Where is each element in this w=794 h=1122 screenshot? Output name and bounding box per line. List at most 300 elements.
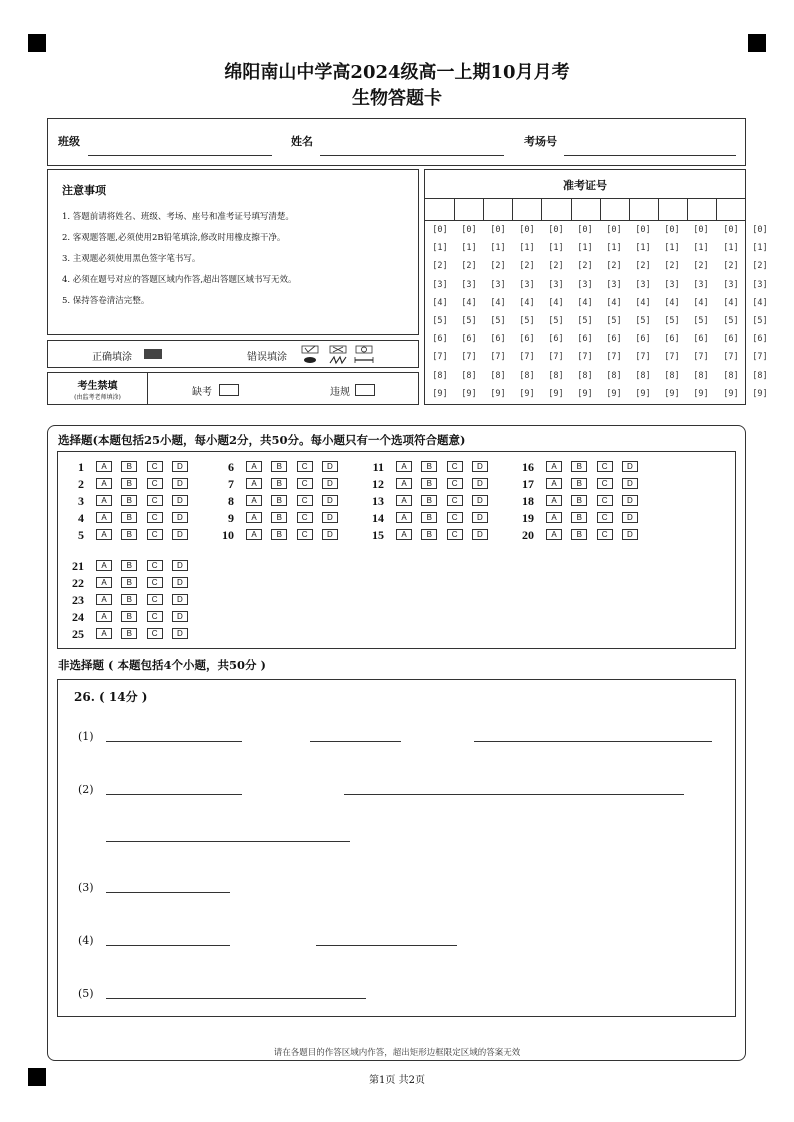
option-bubble-b[interactable]: B	[421, 512, 437, 523]
exam-id-digit-bubble[interactable]: [3]	[461, 279, 477, 290]
exam-id-digit-bubble[interactable]: [5]	[577, 316, 593, 326]
option-bubble-a[interactable]: A	[396, 495, 412, 506]
option-bubble-c[interactable]: C	[447, 478, 463, 489]
option-bubble-d[interactable]: D	[172, 560, 188, 571]
option-bubble-a[interactable]: A	[396, 512, 412, 523]
notice-item: 3. 主观题必须使用黑色签字笔书写。	[62, 254, 201, 264]
exam-id-digit-bubble[interactable]: [2]	[461, 261, 477, 272]
forbidden-box	[47, 372, 419, 405]
page-title: 绵阳南山中学高2024级高一上期10月月考	[224, 62, 570, 83]
option-bubble-c[interactable]: C	[597, 495, 613, 506]
exam-id-digit-bubble[interactable]: [8]	[635, 370, 651, 381]
exam-id-digit-bubble[interactable]: [7]	[577, 352, 593, 363]
exam-id-digit-bubble[interactable]: [3]	[752, 279, 768, 290]
notice-item: 2. 客观题答题,必须使用2B铅笔填涂,修改时用橡皮擦干净。	[62, 233, 286, 243]
option-bubble-b[interactable]: B	[571, 461, 587, 472]
exam-id-digit-bubble[interactable]: [8]	[693, 370, 709, 381]
question-number: 24	[72, 610, 84, 625]
option-bubble-a[interactable]: A	[96, 628, 112, 639]
exam-id-digit-bubble[interactable]: [6]	[606, 334, 622, 345]
exam-id-digit-bubble[interactable]: [7]	[752, 352, 768, 363]
exam-id-digit-bubble[interactable]: [4]	[693, 297, 709, 308]
exam-id-digit-bubble[interactable]: [7]	[461, 352, 477, 363]
exam-id-digit-bubble[interactable]: [4]	[461, 297, 477, 308]
option-bubble-d[interactable]: D	[172, 611, 188, 622]
exam-id-column-divider	[745, 198, 746, 220]
option-bubble-b[interactable]: B	[271, 512, 287, 523]
name-label: 姓名	[291, 135, 313, 148]
exam-id-digit-bubble[interactable]: [7]	[635, 352, 651, 363]
exam-id-digit-bubble[interactable]: [0]	[577, 225, 593, 235]
exam-id-digit-bubble[interactable]: [5]	[723, 316, 739, 326]
wrong-fill-icons	[300, 344, 380, 366]
option-bubble-a[interactable]: A	[246, 495, 262, 506]
exam-id-write-row-divider	[425, 220, 745, 221]
option-bubble-c[interactable]: C	[147, 611, 163, 622]
option-bubble-a[interactable]: A	[96, 529, 112, 540]
exam-id-digit-bubble[interactable]: [2]	[664, 261, 680, 272]
choice-box	[57, 451, 736, 649]
option-bubble-b[interactable]: B	[121, 495, 137, 506]
exam-id-digit-bubble[interactable]: [8]	[723, 370, 739, 381]
option-bubble-c[interactable]: C	[597, 461, 613, 472]
option-bubble-c[interactable]: C	[147, 478, 163, 489]
option-bubble-a[interactable]: A	[396, 478, 412, 489]
option-bubble-b[interactable]: B	[571, 495, 587, 506]
exam-id-digit-bubble[interactable]: [4]	[490, 297, 506, 308]
exam-id-digit-bubble[interactable]: [4]	[548, 297, 564, 308]
option-bubble-d[interactable]: D	[622, 495, 638, 506]
absent-label: 缺考	[192, 387, 212, 398]
option-bubble-d[interactable]: D	[472, 461, 488, 472]
question-number: 12	[372, 477, 384, 492]
option-bubble-c[interactable]: C	[447, 529, 463, 540]
option-bubble-a[interactable]: A	[246, 478, 262, 489]
question-number: 25	[72, 627, 84, 642]
page-number: 第1页 共2页	[369, 1075, 425, 1086]
corner-mark-top-right	[748, 34, 766, 52]
question-number: 6	[228, 460, 234, 474]
exam-id-digit-bubble[interactable]: [2]	[606, 261, 622, 272]
option-bubble-a[interactable]: A	[96, 611, 112, 622]
exam-id-digit-bubble[interactable]: [3]	[664, 279, 680, 290]
exam-id-digit-bubble[interactable]: [9]	[461, 388, 477, 399]
correct-fill-label: 正确填涂	[92, 352, 132, 363]
question-number: 10	[222, 528, 234, 543]
option-bubble-d[interactable]: D	[172, 628, 188, 639]
exam-id-digit-bubble[interactable]: [8]	[519, 370, 535, 381]
option-bubble-a[interactable]: A	[546, 512, 562, 523]
option-bubble-d[interactable]: D	[472, 495, 488, 506]
exam-id-digit-bubble[interactable]: [1]	[490, 243, 506, 254]
option-bubble-d[interactable]: D	[172, 594, 188, 605]
question-number: 4	[78, 511, 84, 526]
exam-id-digit-bubble[interactable]: [2]	[577, 261, 593, 272]
option-bubble-c[interactable]: C	[147, 594, 163, 605]
exam-id-digit-bubble[interactable]: [9]	[432, 388, 448, 399]
exam-id-digit-bubble[interactable]: [2]	[519, 261, 535, 272]
exam-id-digit-bubble[interactable]: [4]	[606, 297, 622, 308]
option-bubble-c[interactable]: C	[147, 577, 163, 588]
exam-id-digit-bubble[interactable]: [7]	[606, 352, 622, 363]
option-bubble-b[interactable]: B	[421, 495, 437, 506]
option-bubble-c[interactable]: C	[447, 461, 463, 472]
exam-id-digit-bubble[interactable]: [0]	[606, 225, 622, 235]
exam-id-digit-bubble[interactable]: [5]	[606, 316, 622, 326]
exam-id-digit-bubble[interactable]: [4]	[577, 297, 593, 308]
exam-id-digit-bubble[interactable]: [6]	[577, 334, 593, 345]
class-label: 班级	[58, 135, 80, 148]
option-bubble-a[interactable]: A	[246, 461, 262, 472]
exam-id-digit-bubble[interactable]: [3]	[723, 279, 739, 290]
exam-id-box	[424, 169, 768, 405]
option-bubble-d[interactable]: D	[172, 529, 188, 540]
q26-box	[57, 679, 736, 1017]
option-bubble-b[interactable]: B	[121, 529, 137, 540]
exam-id-digit-bubble[interactable]: [4]	[752, 297, 768, 308]
q26-part-2-answer-line[interactable]	[106, 794, 242, 795]
option-bubble-b[interactable]: B	[121, 478, 137, 489]
option-bubble-d[interactable]: D	[322, 461, 338, 472]
exam-id-digit-bubble[interactable]: [0]	[461, 225, 477, 235]
exam-id-digit-bubble[interactable]: [5]	[490, 316, 506, 326]
exam-id-digit-bubble[interactable]: [6]	[752, 334, 768, 345]
option-bubble-b[interactable]: B	[121, 461, 137, 472]
q26-part-4-answer-line[interactable]	[106, 945, 230, 946]
option-bubble-d[interactable]: D	[172, 495, 188, 506]
exam-id-digit-bubble[interactable]: [9]	[606, 388, 622, 399]
exam-id-digit-bubble[interactable]: [5]	[461, 316, 477, 326]
nonchoice-header: 非选择题 ( 本题包括4个小题，共50分 )	[58, 658, 266, 672]
option-bubble-d[interactable]: D	[322, 478, 338, 489]
exam-id-digit-bubble[interactable]: [3]	[606, 279, 622, 290]
question-number: 9	[228, 511, 234, 526]
option-bubble-b[interactable]: B	[121, 628, 137, 639]
violation-checkbox[interactable]	[355, 384, 375, 396]
exam-id-digit-bubble[interactable]: [6]	[664, 334, 680, 345]
exam-id-digit-bubble[interactable]: [1]	[635, 243, 651, 254]
room-label: 考场号	[524, 135, 557, 148]
q26-part-3-answer-line[interactable]	[106, 892, 230, 893]
exam-id-digit-bubble[interactable]: [8]	[490, 370, 506, 381]
exam-id-digit-bubble[interactable]: [5]	[664, 316, 680, 326]
class-field[interactable]	[88, 155, 272, 156]
notice-box	[47, 169, 419, 335]
option-bubble-d[interactable]: D	[622, 461, 638, 472]
q26-part-1-label: (1)	[78, 730, 94, 743]
exam-id-digit-bubble[interactable]: [8]	[548, 370, 564, 381]
q26-part-2-label: (2)	[78, 783, 94, 796]
option-bubble-a[interactable]: A	[546, 495, 562, 506]
exam-id-digit-bubble[interactable]: [2]	[752, 261, 768, 272]
option-bubble-b[interactable]: B	[571, 512, 587, 523]
option-bubble-b[interactable]: B	[421, 478, 437, 489]
option-bubble-c[interactable]: C	[447, 495, 463, 506]
option-bubble-b[interactable]: B	[121, 577, 137, 588]
exam-id-digit-bubble[interactable]: [2]	[432, 261, 448, 272]
exam-id-digit-bubble[interactable]: [9]	[635, 388, 651, 399]
q26-part-5-label: (5)	[78, 987, 94, 1000]
question-number: 2	[78, 477, 84, 492]
exam-id-column-divider	[658, 198, 659, 220]
option-bubble-d[interactable]: D	[172, 461, 188, 472]
option-bubble-a[interactable]: A	[96, 461, 112, 472]
exam-id-column-divider	[687, 198, 688, 220]
forbidden-title: 考生禁填	[77, 381, 118, 392]
exam-id-digit-bubble[interactable]: [0]	[752, 225, 768, 235]
option-bubble-c[interactable]: C	[297, 529, 313, 540]
option-bubble-c[interactable]: C	[147, 529, 163, 540]
exam-id-column-divider	[629, 198, 630, 220]
option-bubble-b[interactable]: B	[271, 478, 287, 489]
exam-id-digit-bubble[interactable]: [8]	[461, 370, 477, 381]
exam-id-digit-bubble[interactable]: [9]	[548, 388, 564, 399]
exam-id-digit-bubble[interactable]: [0]	[693, 225, 709, 235]
exam-id-digit-bubble[interactable]: [0]	[519, 225, 535, 235]
exam-id-digit-bubble[interactable]: [8]	[752, 370, 768, 381]
q26-part-5-answer-line[interactable]	[106, 998, 366, 999]
question-number: 11	[372, 460, 384, 474]
option-bubble-b[interactable]: B	[121, 611, 137, 622]
exam-id-digit-bubble[interactable]: [6]	[461, 334, 477, 345]
option-bubble-d[interactable]: D	[322, 512, 338, 523]
option-bubble-c[interactable]: C	[297, 461, 313, 472]
exam-id-digit-bubble[interactable]: [0]	[664, 225, 680, 235]
option-bubble-d[interactable]: D	[622, 478, 638, 489]
name-field[interactable]	[320, 155, 504, 156]
q26-title: 26. ( 14分 )	[74, 690, 148, 704]
question-number: 1	[78, 460, 84, 474]
question-number: 7	[228, 477, 234, 492]
question-number: 8	[228, 494, 234, 509]
option-bubble-b[interactable]: B	[571, 478, 587, 489]
exam-id-digit-bubble[interactable]: [5]	[635, 316, 651, 326]
option-bubble-b[interactable]: B	[121, 560, 137, 571]
question-number: 13	[372, 494, 384, 509]
exam-id-digit-bubble[interactable]: [4]	[432, 297, 448, 308]
question-number: 18	[522, 494, 534, 509]
question-number: 22	[72, 576, 84, 591]
option-bubble-a[interactable]: A	[546, 529, 562, 540]
option-bubble-a[interactable]: A	[396, 461, 412, 472]
exam-id-digit-bubble[interactable]: [7]	[519, 352, 535, 363]
exam-id-title-divider	[425, 198, 745, 199]
option-bubble-a[interactable]: A	[246, 512, 262, 523]
option-bubble-d[interactable]: D	[472, 512, 488, 523]
option-bubble-b[interactable]: B	[271, 529, 287, 540]
exam-id-column-divider	[600, 198, 601, 220]
option-bubble-b[interactable]: B	[421, 461, 437, 472]
option-bubble-b[interactable]: B	[121, 512, 137, 523]
option-bubble-d[interactable]: D	[622, 512, 638, 523]
exam-id-digit-bubble[interactable]: [1]	[461, 243, 477, 254]
exam-id-digit-bubble[interactable]: [6]	[548, 334, 564, 345]
exam-id-digit-bubble[interactable]: [6]	[490, 334, 506, 345]
exam-id-digit-bubble[interactable]: [2]	[548, 261, 564, 272]
exam-id-digit-bubble[interactable]: [6]	[635, 334, 651, 345]
exam-id-digit-bubble[interactable]: [3]	[577, 279, 593, 290]
q26-part-1-answer-line[interactable]	[310, 741, 401, 742]
option-bubble-c[interactable]: C	[147, 628, 163, 639]
option-bubble-d[interactable]: D	[322, 529, 338, 540]
option-bubble-b[interactable]: B	[121, 594, 137, 605]
exam-id-digit-bubble[interactable]: [1]	[606, 243, 622, 254]
option-bubble-c[interactable]: C	[597, 512, 613, 523]
exam-id-digit-bubble[interactable]: [9]	[519, 388, 535, 399]
exam-id-digit-bubble[interactable]: [7]	[664, 352, 680, 363]
exam-id-digit-bubble[interactable]: [1]	[519, 243, 535, 254]
exam-id-digit-bubble[interactable]: [3]	[635, 279, 651, 290]
option-bubble-c[interactable]: C	[447, 512, 463, 523]
exam-id-digit-bubble[interactable]: [2]	[723, 261, 739, 272]
exam-id-digit-bubble[interactable]: [5]	[752, 316, 768, 326]
exam-id-digit-bubble[interactable]: [5]	[548, 316, 564, 326]
exam-id-digit-bubble[interactable]: [3]	[490, 279, 506, 290]
exam-id-digit-bubble[interactable]: [6]	[723, 334, 739, 345]
option-bubble-c[interactable]: C	[147, 495, 163, 506]
exam-id-column-divider	[571, 198, 572, 220]
q26-part-1-answer-line[interactable]	[474, 741, 712, 742]
q26-part-2-answer-line[interactable]	[344, 794, 684, 795]
exam-id-digit-bubble[interactable]: [1]	[548, 243, 564, 254]
exam-id-digit-bubble[interactable]: [1]	[752, 243, 768, 254]
q26-part-4-label: (4)	[78, 934, 94, 947]
exam-id-digit-bubble[interactable]: [0]	[548, 225, 564, 235]
exam-id-digit-bubble[interactable]: [6]	[519, 334, 535, 345]
exam-id-digit-bubble[interactable]: [1]	[723, 243, 739, 254]
option-bubble-b[interactable]: B	[421, 529, 437, 540]
exam-id-digit-bubble[interactable]: [4]	[635, 297, 651, 308]
question-number: 14	[372, 511, 384, 526]
notice-item: 5. 保持答卷清洁完整。	[62, 296, 150, 306]
q26-part-1-answer-line[interactable]	[106, 741, 242, 742]
exam-id-digit-bubble[interactable]: [3]	[693, 279, 709, 290]
exam-id-digit-bubble[interactable]: [4]	[519, 297, 535, 308]
exam-id-digit-bubble[interactable]: [8]	[664, 370, 680, 381]
exam-id-column-divider	[716, 198, 717, 220]
exam-id-digit-bubble[interactable]: [4]	[664, 297, 680, 308]
option-bubble-a[interactable]: A	[96, 560, 112, 571]
exam-id-digit-bubble[interactable]: [1]	[664, 243, 680, 254]
option-bubble-c[interactable]: C	[297, 478, 313, 489]
exam-id-digit-bubble[interactable]: [9]	[664, 388, 680, 399]
option-bubble-b[interactable]: B	[271, 495, 287, 506]
wrong-fill-label: 错误填涂	[247, 352, 287, 363]
option-bubble-a[interactable]: A	[96, 512, 112, 523]
exam-id-digit-bubble[interactable]: [7]	[432, 352, 448, 363]
option-bubble-a[interactable]: A	[546, 478, 562, 489]
exam-id-column-divider	[541, 198, 542, 220]
exam-id-digit-bubble[interactable]: [9]	[723, 388, 739, 399]
question-number: 5	[78, 528, 84, 543]
exam-id-digit-bubble[interactable]: [7]	[723, 352, 739, 363]
question-number: 23	[72, 593, 84, 608]
exam-id-title: 准考证号	[563, 179, 607, 192]
room-field[interactable]	[564, 155, 736, 156]
option-bubble-b[interactable]: B	[571, 529, 587, 540]
option-bubble-b[interactable]: B	[271, 461, 287, 472]
q26-part-4-answer-line[interactable]	[316, 945, 457, 946]
exam-id-digit-bubble[interactable]: [9]	[693, 388, 709, 399]
page-subtitle: 生物答题卡	[352, 88, 442, 109]
exam-id-digit-bubble[interactable]: [0]	[635, 225, 651, 235]
exam-id-digit-bubble[interactable]: [3]	[548, 279, 564, 290]
exam-id-digit-bubble[interactable]: [2]	[693, 261, 709, 272]
option-bubble-c[interactable]: C	[147, 461, 163, 472]
exam-id-digit-bubble[interactable]: [5]	[432, 316, 448, 326]
option-bubble-d[interactable]: D	[172, 478, 188, 489]
option-bubble-c[interactable]: C	[297, 512, 313, 523]
option-bubble-a[interactable]: A	[96, 478, 112, 489]
question-number: 21	[72, 559, 84, 573]
exam-id-column-divider	[454, 198, 455, 220]
exam-id-digit-bubble[interactable]: [9]	[490, 388, 506, 399]
option-bubble-d[interactable]: D	[322, 495, 338, 506]
exam-id-digit-bubble[interactable]: [3]	[432, 279, 448, 290]
exam-id-digit-bubble[interactable]: [0]	[723, 225, 739, 235]
forbidden-divider	[147, 373, 148, 404]
exam-id-digit-bubble[interactable]: [0]	[490, 225, 506, 235]
exam-id-digit-bubble[interactable]: [9]	[752, 388, 768, 399]
option-bubble-a[interactable]: A	[546, 461, 562, 472]
option-bubble-d[interactable]: D	[622, 529, 638, 540]
option-bubble-c[interactable]: C	[597, 529, 613, 540]
fill-example-box	[47, 340, 419, 368]
forbidden-note: (由监考老师填涂)	[74, 394, 121, 401]
exam-id-digit-bubble[interactable]: [0]	[432, 225, 448, 235]
exam-id-digit-bubble[interactable]: [1]	[577, 243, 593, 254]
exam-id-digit-bubble[interactable]: [1]	[693, 243, 709, 254]
q26-part-2-answer-line[interactable]	[106, 841, 350, 842]
option-bubble-c[interactable]: C	[597, 478, 613, 489]
exam-id-digit-bubble[interactable]: [2]	[635, 261, 651, 272]
exam-id-digit-bubble[interactable]: [6]	[693, 334, 709, 345]
option-bubble-a[interactable]: A	[96, 594, 112, 605]
option-bubble-d[interactable]: D	[172, 577, 188, 588]
correct-fill-swatch	[144, 349, 162, 359]
option-bubble-a[interactable]: A	[246, 529, 262, 540]
exam-id-digit-bubble[interactable]: [7]	[490, 352, 506, 363]
absent-checkbox[interactable]	[219, 384, 239, 396]
exam-id-digit-bubble[interactable]: [5]	[519, 316, 535, 326]
exam-id-digit-bubble[interactable]: [6]	[432, 334, 448, 345]
exam-id-digit-bubble[interactable]: [8]	[606, 370, 622, 381]
exam-id-digit-bubble[interactable]: [2]	[490, 261, 506, 272]
question-number: 17	[522, 477, 534, 492]
option-bubble-a[interactable]: A	[396, 529, 412, 540]
exam-id-digit-bubble[interactable]: [9]	[577, 388, 593, 399]
exam-id-digit-bubble[interactable]: [5]	[693, 316, 709, 326]
option-bubble-d[interactable]: D	[172, 512, 188, 523]
exam-id-digit-bubble[interactable]: [3]	[519, 279, 535, 290]
option-bubble-a[interactable]: A	[96, 577, 112, 588]
exam-id-digit-bubble[interactable]: [8]	[432, 370, 448, 381]
option-bubble-a[interactable]: A	[96, 495, 112, 506]
option-bubble-c[interactable]: C	[147, 560, 163, 571]
option-bubble-c[interactable]: C	[297, 495, 313, 506]
option-bubble-d[interactable]: D	[472, 529, 488, 540]
exam-id-digit-bubble[interactable]: [8]	[577, 370, 593, 381]
exam-id-digit-bubble[interactable]: [4]	[723, 297, 739, 308]
option-bubble-c[interactable]: C	[147, 512, 163, 523]
choice-header: 选择题(本题包括25小题，每小题2分，共50分。每小题只有一个选项符合题意)	[58, 433, 466, 447]
option-bubble-d[interactable]: D	[472, 478, 488, 489]
exam-id-digit-bubble[interactable]: [7]	[693, 352, 709, 363]
exam-id-digit-bubble[interactable]: [7]	[548, 352, 564, 363]
exam-id-column-divider	[483, 198, 484, 220]
exam-id-digit-bubble[interactable]: [1]	[432, 243, 448, 254]
notice-title: 注意事项	[62, 184, 106, 197]
